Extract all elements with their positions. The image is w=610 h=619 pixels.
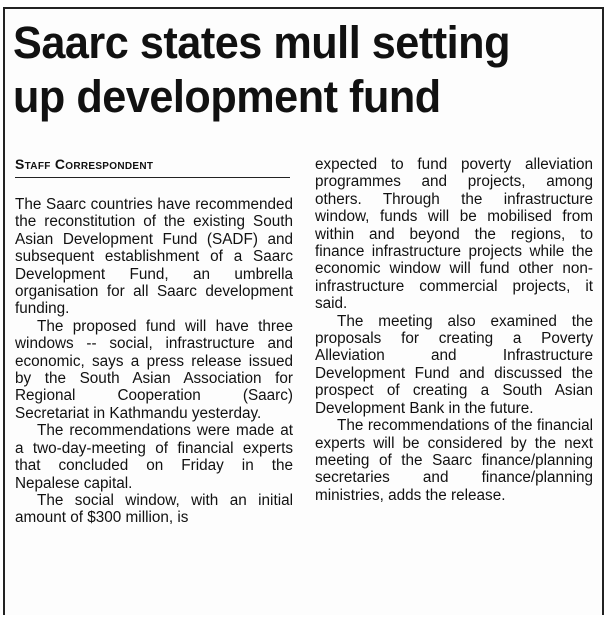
paragraph: The recommendations were made at a two-day-meeting of financial experts that concluded on Friday in the Nepalese capital.	[15, 422, 293, 492]
paragraph: The proposed fund will have three windows -- social, infrastructure and economic, says a press release issued by the South Asian Association for Regional Cooperation (Saarc) Secretariat in Kathmandu yesterday.	[15, 317, 293, 422]
article-headline: Saarc states mull setting up development fund	[13, 17, 510, 122]
paragraph: The meeting also examined the proposals for creating a Poverty Alleviation and Infrastructure Development Fund and discussed the prospect of creating a South Asian Development Bank in the future.	[315, 312, 593, 417]
byline: Staff Correspondent	[15, 156, 290, 178]
paragraph: expected to fund poverty alleviation programmes and projects, among others. Through the infrastructure window, funds will be mobilised from within and beyond the regions, to finance infrastructure projects while the economic window will fund other non-infrastructure commercial projects, it said.	[315, 156, 593, 313]
article-column-right	[315, 156, 593, 504]
paragraph: The social window, with an initial amount of $300 million, is	[15, 491, 293, 527]
paragraph: The recommendations of the financial experts will be considered by the next meeting of the Saarc finance/planning secretaries and finance/planning ministries, adds the release.	[315, 417, 593, 504]
paragraph: The Saarc countries have recommended the reconstitution of the existing South Asian Development Fund (SADF) and subsequent establishment of a Saarc Development Fund, an umbrella organisation for all Saarc development funding.	[15, 196, 293, 318]
article-column-left	[15, 196, 293, 527]
